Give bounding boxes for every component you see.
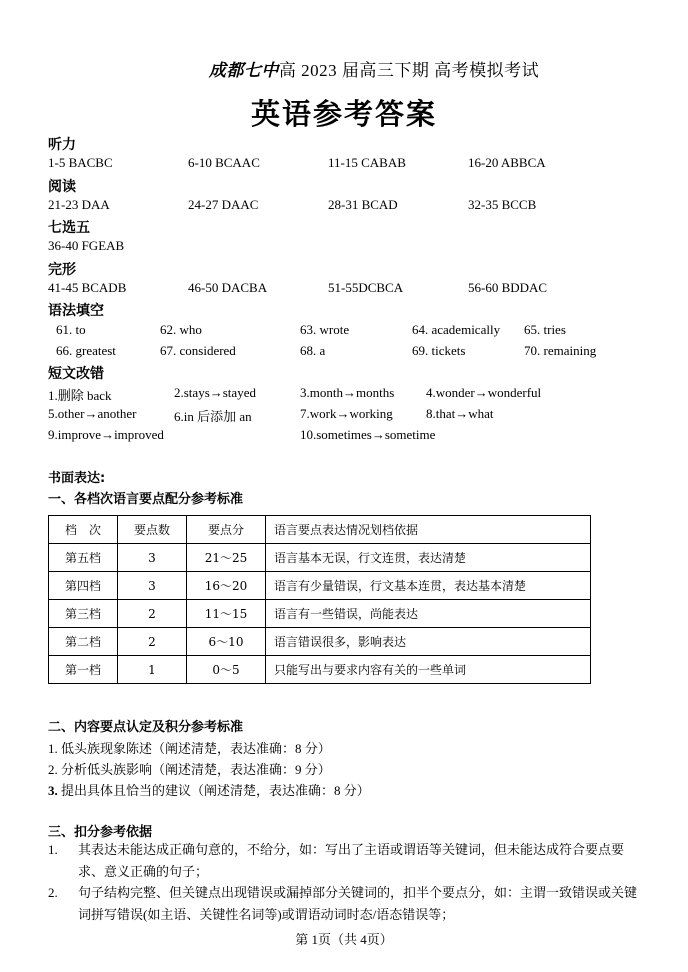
table-cell: 0～5 (187, 656, 266, 684)
seven-choose-five-heading: 七选五 (48, 220, 90, 236)
deduction-text: 句子结构完整、但关键点出现错误或漏掉部分关键词的，扣半个要点分，如：主谓一致错误或关键词拼写错误(如主语、关键性名词等)或谓语动词时态/语态错误等； (78, 885, 638, 922)
table-row (49, 544, 591, 572)
correction-item: 2.stays→stayed (174, 385, 256, 400)
content-point-text: 提出具体且恰当的建议（阐述清楚，表达准确：8 分） (61, 783, 370, 798)
table-cell: 21～25 (187, 544, 266, 572)
grammar-answer: 67. considered (160, 343, 236, 358)
table-header-cell: 档 次 (49, 516, 118, 544)
answer-group: 16-20 ABBCA (468, 155, 546, 170)
grammar-answer: 64. academically (412, 322, 501, 337)
correction-item: 8.that→what (426, 406, 494, 421)
answer-group: 36-40 FGEAB (48, 238, 125, 253)
correction-item: 6.in 后添加 an (174, 409, 252, 424)
grading-table (48, 515, 591, 684)
answer-group: 1-5 BACBC (48, 155, 113, 170)
correction-item: 5.other→another (48, 406, 137, 421)
table-cell: 2 (118, 600, 187, 628)
content-point (48, 738, 331, 757)
table-cell: 11～15 (187, 600, 266, 628)
answer-group: 56-60 BDDAC (468, 280, 548, 295)
table-cell: 语言错误很多，影响表达 (266, 628, 591, 656)
table-cell: 3 (118, 572, 187, 600)
deduction-number: 1. (48, 842, 58, 857)
table-row (49, 656, 591, 684)
table-cell: 3 (118, 544, 187, 572)
content-point-text: 分析低头族影响（阐述清楚，表达准确：9 分） (61, 762, 331, 777)
table-header-cell: 要点分 (187, 516, 266, 544)
correction-item: 7.work→working (300, 406, 393, 421)
content-point (48, 780, 370, 799)
table-row (49, 600, 591, 628)
grammar-answer: 69. tickets (412, 343, 466, 358)
answer-group: 51-55DCBCA (328, 280, 404, 295)
answer-group: 32-35 BCCB (468, 197, 537, 212)
deduction-number: 2. (48, 885, 58, 900)
content-point-number: 3. (48, 783, 58, 798)
table-cell: 1 (118, 656, 187, 684)
page-footer: 第 1页（共 4页） (295, 932, 393, 947)
correction-item: 3.month→months (300, 385, 395, 400)
answer-group: 21-23 DAA (48, 197, 110, 212)
table-cell: 语言有少量错误，行文基本连贯，表达基本清楚 (266, 572, 591, 600)
grammar-answer: 62. who (160, 322, 202, 337)
correction-heading: 短文改错 (48, 366, 104, 382)
answer-group: 11-15 CABAB (328, 155, 406, 170)
grammar-answer: 65. tries (524, 322, 566, 337)
content-point-text: 低头族现象陈述（阐述清楚，表达准确：8 分） (61, 741, 331, 756)
part3-heading: 三、扣分参考依据 (48, 825, 153, 840)
answer-group: 6-10 BCAAC (188, 155, 260, 170)
part1-heading: 一、各档次语言要点配分参考标准 (48, 492, 244, 507)
answer-group: 28-31 BCAD (328, 197, 398, 212)
table-header-cell: 语言要点表达情况划档依据 (266, 516, 591, 544)
correction-item: 9.improve→improved (48, 427, 164, 442)
table-cell: 只能写出与要求内容有关的一些单词 (266, 656, 591, 684)
table-cell: 第五档 (49, 544, 118, 572)
cloze-heading: 完形 (48, 262, 76, 278)
table-cell: 6～10 (187, 628, 266, 656)
reading-heading: 阅读 (48, 179, 76, 195)
correction-item: 1.删除 back (48, 388, 112, 403)
table-cell: 第二档 (49, 628, 118, 656)
table-cell: 语言有一些错误，尚能表达 (266, 600, 591, 628)
writing-heading: 书面表达: (48, 471, 106, 486)
school-name: 成都七中 (208, 61, 279, 80)
answer-group: 24-27 DAAC (188, 197, 259, 212)
correction-item: 4.wonder→wonderful (426, 385, 542, 400)
content-point (48, 759, 331, 778)
table-cell: 第四档 (49, 572, 118, 600)
part2-heading: 二、内容要点认定及积分参考标准 (48, 720, 244, 735)
answer-group: 41-45 BCADB (48, 280, 127, 295)
deduction-text: 其表达未能达成正确句意的，不给分，如：写出了主语或谓语等关键词，但未能达成符合要点要求、意义正确的句子； (78, 842, 625, 879)
table-cell: 第三档 (49, 600, 118, 628)
table-row (49, 628, 591, 656)
exam-name: 高 2023 届高三下期 高考模拟考试 (278, 61, 540, 80)
content-point-number: 1. (48, 741, 58, 756)
grammar-answer: 66. greatest (56, 343, 116, 358)
page-title: 英语参考答案 (250, 97, 437, 131)
table-header-row (49, 516, 591, 544)
grammar-answer: 68. a (300, 343, 326, 358)
table-cell: 第一档 (49, 656, 118, 684)
listening-heading: 听力 (48, 137, 76, 153)
answer-group: 46-50 DACBA (188, 280, 268, 295)
grammar-answer: 61. to (56, 322, 86, 337)
table-row (49, 572, 591, 600)
table-header-cell: 要点数 (118, 516, 187, 544)
table-cell: 语言基本无误，行文连贯，表达清楚 (266, 544, 591, 572)
grammar-answer: 70. remaining (524, 343, 597, 358)
table-cell: 2 (118, 628, 187, 656)
grammar-answer: 63. wrote (300, 322, 350, 337)
table-cell: 16～20 (187, 572, 266, 600)
correction-item: 10.sometimes→sometime (300, 427, 436, 442)
grammar-heading: 语法填空 (48, 303, 104, 319)
content-point-number: 2. (48, 762, 58, 777)
exam-header (0, 56, 688, 81)
